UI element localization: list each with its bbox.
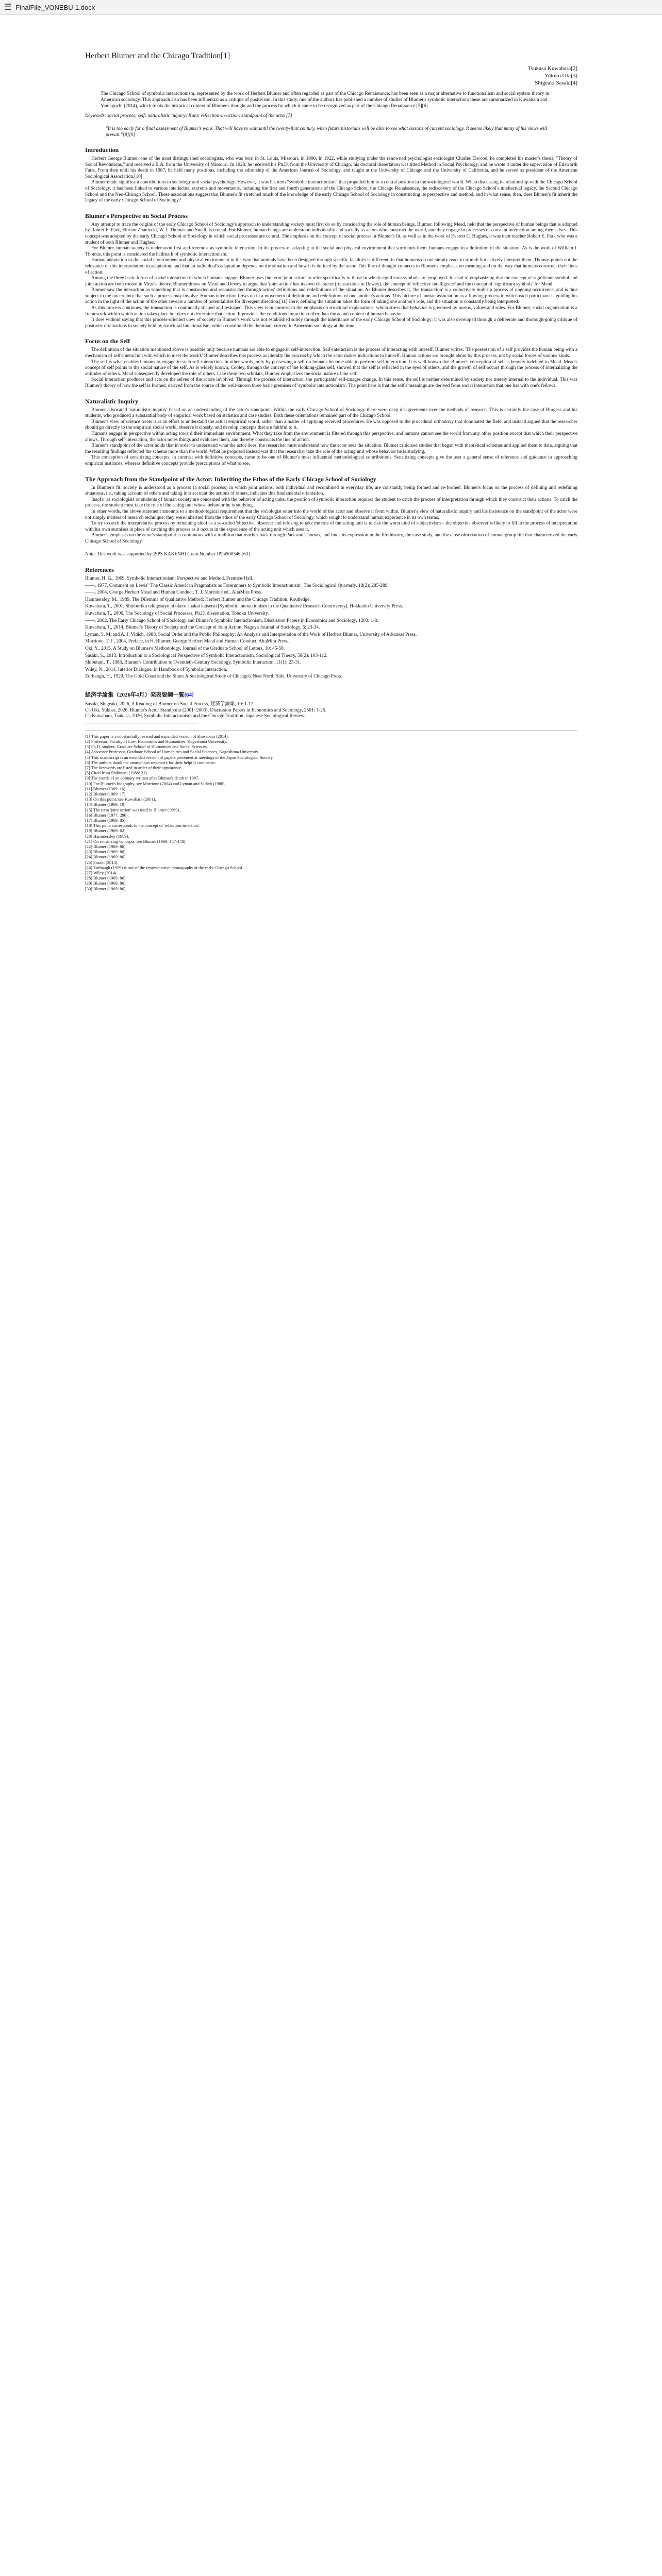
body-paragraph: To try to catch the interpretative process by remaining aloof as a so-called 'objective' observer and refusing to take the role of the acting unit is to risk the worst kind of subjectivism—the objective observer is likely to fill in the process of interpretation with his own surmises in place of catching the process as it occurs in the experience of the acting unit which uses it. bbox=[85, 521, 577, 532]
footnote: [13] On this point, see Kuwabara (2001). bbox=[85, 797, 156, 802]
footnote: [19] Blumer (1969: 62). bbox=[85, 828, 127, 834]
grant-heading: 経済学論集（2026年4月）発表要綱一覧[64] bbox=[85, 691, 194, 698]
reference-entry: Kuwabara, T., 2001, Shinboriku tekigosayo ni okeru shakai kaisetsu [Symbolic interactionism in the Qualitative Research Controversy], Hokkaido University Press. bbox=[85, 604, 403, 609]
body-paragraph: Herbert George Blumer, one of the most distinguished sociologists, who was born in St. Louis, Missouri, in 1900. In 1922, while studying under the renowned psychologist sociologist Charles Elwood, he completed his master's thesis, "Theory of Social Revolutions," and received a B.A. from the University of Missouri. In 1928, he received his Ph.D. from the University of Chicago; his doctoral dissertation was titled Method in Social Psychology, and he wrote it under the supervision of Ellsworth Faris. From then until his death in 1987, he held many positions, including the editorship of the American Journal of Sociology, and taught at the University of Chicago and the University of California, and he served as president of the American Sociological Association.[10] bbox=[85, 156, 577, 179]
body-paragraph: In Blumer's fit, society is understood as a process (a social process) in which joint actions, both individual and recombined in everyday life, are constantly being formed and re-formed. Blumer's focus on the process of defining and redefining situations, i.e., taking account of others and taking into account the actions of others, indicates this fundamental orientation. bbox=[85, 485, 577, 497]
epigraph-quote: "It is too early for a final assessment of Blumer's work. That will have to wait until the twenty-first century, when future historians will be able to see what lessons of current sociology. It seems likely that many of his views will prevail."[8][9] bbox=[106, 126, 548, 138]
paper-title: Herbert Blumer and the Chicago Tradition[1] bbox=[85, 52, 230, 60]
abstract: The Chicago School of symbolic interactionism, represented by the work of Herbert Blumer and often regarded as part of the Chicago Renaissance, has been seen as a major alternative to functionalism and social system theory in American sociology. This approach also has been influential as a critique of positivism. In this study, one of the authors has published a number of studies of Blumer's symbolic interaction; these are summarized in Kuwabara and Yamaguchi (2014), which treats the historical context of Blumer's thought and the process by which it came to be recognized as part of the Chicago Renaissance.[5][6] bbox=[101, 91, 550, 109]
document-body bbox=[85, 52, 577, 892]
reference-entry: Wiley, N., 2014, Interior Dialogue, in Handbook of Symbolic Interaction. bbox=[85, 667, 227, 672]
body-paragraph: Blumer saw the interaction as something that is constructed and reconstructed through actors' definitions and redefinitions of the situation. As Blumer describes it, 'the transaction' is a collectively built-up process of ongoing occurrence, and is thus subject to the uncertainty that such a process may involve. Human interaction flows on in a movement of definition and redefinition of one another's actions. This picture of human association as a flowing process in which each participant is guiding his action in the light of the action of the other reveals a number of potentialities for divergent direction.[11] Here, defining the situation takes the form of taking one another's role, and the situation is constantly being interpreted. bbox=[85, 287, 577, 305]
footnote: [11] Blumer (1969: 16). bbox=[85, 786, 127, 791]
grant-line: Ch Kuwabara, Tsukasa, 2026, Symbolic Interactionism and the Chicago Tradition, Japanese Sociological Review. bbox=[85, 714, 305, 719]
body-paragraph: In other words, the above statement amounts to a methodological requirement that the sociologist enter into the world of the actor and observe it from within. Blumer's view of naturalistic inquiry and his insistence on the standpoint of the actor were not simply matters of research technique; they were inherited from the ethos of the early Chicago School of Sociology, which sought to understand human experience in its own terms. bbox=[85, 509, 577, 520]
body-paragraph: Blumer advocated 'naturalistic inquiry' based on an understanding of the actor's standpoint. Within the early Chicago School of Sociology there were deep disagreements over the methods of research. This is certainly the case of Burgess and his students, who produced a substantial body of empirical work based on statistics and case studies. Both these orientations remained part of the Chicago School. bbox=[85, 407, 577, 419]
footnote: [20] Hammersley (1989). bbox=[85, 834, 129, 839]
section-heading: Naturalistic Inquiry bbox=[85, 397, 139, 405]
footnote: [14] Blumer (1969: 10). bbox=[85, 802, 127, 807]
reference-entry: Morrione, T. J., 2004, Preface, in H. Blumer, George Herbert Mead and Human Conduct, AltaMira Press. bbox=[85, 639, 289, 645]
footnote: [30] Blumer (1969: 86). bbox=[85, 886, 127, 891]
keywords: Keywords: social process; self; naturalistic inquiry; Kant; reflection-in-action; standpoint of the actor[7] bbox=[85, 113, 292, 118]
footnote: [23] Blumer (1969: 86). bbox=[85, 850, 127, 855]
footnotes bbox=[85, 731, 577, 892]
footnote: [6] The authors thank the anonymous reviewers for their helpful comments. bbox=[85, 760, 216, 765]
footnote: [15] The term 'joint action' was used in Blumer (1969). bbox=[85, 807, 180, 812]
author-list bbox=[85, 65, 577, 87]
footnote: [22] Blumer (1969: 86). bbox=[85, 844, 127, 850]
footnote: [18] This point corresponds to the concept of 'reflection-in-action'. bbox=[85, 823, 200, 828]
footnote: [7] The keywords are listed in order of their appearance. bbox=[85, 765, 183, 770]
footnote: [28] Blumer (1969: 86). bbox=[85, 876, 127, 881]
footnote: [10] For Blumer's biography, see Morrione (2004) and Lyman and Vidich (1988). bbox=[85, 781, 226, 786]
footnote: [16] Blumer (1977: 286). bbox=[85, 812, 129, 818]
author-name: Yukiko Oki[3] bbox=[544, 73, 577, 79]
section-heading: Introduction bbox=[85, 146, 119, 154]
reference-entry: Lyman, S. M. and A. J. Vidich, 1988, Social Order and the Public Philosophy: An Analysis and Interpretation of the Work of Herbert Blumer, University of Arkansas Press. bbox=[85, 632, 417, 637]
section-heading: The Approach from the Standpoint of the Actor: Inheriting the Ethos of the Early Chicago School of Sociology bbox=[85, 475, 376, 483]
body-paragraph: Human adaptation to the social environment and physical environment in the way that animals have been designed through specific faculties is different, in that humans do not simply react to stimuli but actively interpret them. Thomas points out the relevance of this interpretation to adaptation, and that an individual's adaptation depends on the situation and how it is defined by the actor. This line of thought connects to Blumer's emphasis on meaning and on the way that humans construct their lines of action. bbox=[85, 258, 577, 275]
footnote: [29] Blumer (1969: 86). bbox=[85, 881, 127, 886]
footnote: [8] Cited from Shibutani (1988: 31). bbox=[85, 771, 148, 776]
document-filename: FinalFile_VONEBU-1.docx bbox=[15, 3, 95, 11]
grant-note: Note: This work was supported by JSPS KAKENHI Grant Number JP24500546.[63] bbox=[85, 552, 250, 557]
section-heading: Blumer's Perspective on Social Process bbox=[85, 212, 188, 219]
title-footnote-link[interactable]: [1] bbox=[221, 52, 230, 60]
reference-entry: Oki, Y., 2015, A Study on Blumer's Methodology, Journal of the Graduate School of Letters, 10: 45-58. bbox=[85, 646, 285, 651]
grant-footnote-link[interactable]: [64] bbox=[184, 691, 194, 698]
footnote: [2] Professor, Faculty of Law, Economics and Humanities, Kagoshima University. bbox=[85, 739, 227, 744]
body-paragraph: The self is what enables humans to engage in such self-interaction. In other words, only by possessing a self do humans become able to perform self-interaction. It is well known that Blumer's conception of self is heavily indebted to Mead. Mead's concept of self points to the social nature of the self. As is widely known, Cooley, through the concept of the looking-glass self, showed that the self is reflected in the eyes of others, and the growth of self occurs through the process of internalizing the attitudes of others. Mead subsequently developed the role of others. Like these two scholars, Blumer emphasizes the social nature of the self. bbox=[85, 359, 577, 377]
reference-entry: ——, 2004, George Herbert Mead and Human Conduct, T. J. Morrione ed., AltaMira Press. bbox=[85, 590, 262, 596]
footnote: [12] Blumer (1969: 17). bbox=[85, 791, 127, 796]
grant-line: Ch Oki, Yukiko, 2026, Blumer's Actor Standpoint (2001~2003), Discussion Papers in Economics and Sociology, 2501: 1-25. bbox=[85, 707, 327, 713]
body-paragraph: Blumer's view of science treats it as an effort to understand the actual empirical world, rather than a matter of applying received procedures. He was opposed to the procedural orthodoxy that dominated the field, and instead argued that the researcher should go directly to the empirical social world, observe it closely, and develop concepts that are faithful to it. bbox=[85, 419, 577, 431]
body-paragraph: Blumer made significant contributions to sociology and social psychology. However, it was his term "symbolic interactionism" that propelled him to a central position in the sociological world. When discussing its relationship with the Chicago School of Sociology, it has been linked to various intellectual currents and movements, including the first and fourth generations of the Chicago School, the Chicago Renaissance, the rediscovery of the Chicago School's intellectual legacy, the Second Chicago School and the Neo-Chicago School. These associations suggest that Blumer's fit stretched much of the knowledge of the early Chicago School of Sociology in constructing its perspective and method, and in what sense, then, does Blumer's fit inherit the legacy of the early Chicago School of Sociology? bbox=[85, 180, 577, 204]
reference-entry: Kuwabara, T., 2014, Blumer's Theory of Society and the Concept of Joint Action, Nagoya Journal of Sociology, 6: 23-34. bbox=[85, 625, 320, 631]
body-paragraph: Social interaction produces and acts on the selves of the actors involved. Through the process of interaction, the participants' self-images change. In this sense, the self is neither determined by society nor merely internal to the individual. This was Blumer's theory of how the self is formed, derived from the source of the well-known three basic premises of 'symbolic interactionism'. The point here is that the self's meanings are derived from social interaction that one has with one's fellows. bbox=[85, 377, 577, 388]
footnote: [17] Blumer (1969: 85). bbox=[85, 818, 127, 823]
body-paragraph: It does without saying that this process-oriented view of society in Blumer's work was not established solely through the inheritance of the early Chicago School of Sociology; it was also developed through a deliberate and thorough-going critique of positivist orientations in society held by structural functionalism, which constituted the dominant current in American sociology at the time. bbox=[85, 317, 577, 329]
section-heading: Focus on the Self bbox=[85, 337, 130, 345]
document-page bbox=[0, 14, 662, 2576]
footnote: [3] Ph.D. student, Graduate School of Humanities and Social Sciences. bbox=[85, 744, 208, 750]
reference-entry: ——, 1977, Comment on Lewis' 'The Classic American Pragmatists as Forerunners to Symbolic Interactionism', The Sociological Quarterly, 18(2): 285-289. bbox=[85, 583, 389, 588]
reference-entry: Blumer, H. G., 1969, Symbolic Interactionism: Perspective and Method, Prentice-Hall. bbox=[85, 576, 254, 582]
grant-lines bbox=[85, 702, 577, 720]
reference-entry: Shibutani, T., 1988, Blumer's Contribution to Twentieth-Century Sociology, Symbolic Interaction, 11(1): 23-31. bbox=[85, 660, 302, 666]
body-paragraph: Among the three basic forms of social interaction in which humans engage, Blumer uses the term 'joint action' to refer specifically to those in which significant symbols are employed. Instead of emphasizing that the concept of significant symbol and joint action are both rooted in Mead's theory, Blumer draws on Mead and Dewey to argue that 'joint action' has its own character (transactions in Dewey), the concept of 'reflective intelligence' and the concept of 'significant symbols' for Mead. bbox=[85, 276, 577, 287]
body-paragraph: The definition of the situation mentioned above is possible only because humans are able to engage in self-interaction. Self-interaction is the process of interacting with oneself. Blumer writes: 'The possession of a self provides the human being with a mechanism of self-interaction with which to meet the world.' Blumer describes this process as literally the process by which the actor makes indications to himself. Human actions are brought about by this process, not by social forces of various kinds. bbox=[85, 347, 577, 359]
reference-entry: Sasaki, S., 2013, Introduction to a Sociological Perspective of Symbolic Interactionism, Sociological Theory, 58(2): 103-112. bbox=[85, 653, 328, 658]
body-paragraph: Humans engage in perspective within acting toward their immediate environment. What they take from the environment is filtered through this perspective, and humans cannot see the world from any other position except that which their perspective allows. Through self-interaction, the actor notes things and evaluates them, and thereby constructs the line of action. bbox=[85, 431, 577, 443]
body-paragraph: Blumer's emphasis on the actor's standpoint is continuous with a tradition that reaches back through Park and Thomas, and finds its expression in the life-history, the case study, and the close observation of human group life that characterized the early Chicago School of Sociology. bbox=[85, 533, 577, 544]
body-paragraph: Insofar as sociologists or students of human society are concerned with the behavior of acting units, the position of symbolic interaction requires the student to catch the process of interpretation through which they construct their actions. To catch the process, the student must take the role of the acting unit whose behavior he is studying. bbox=[85, 497, 577, 509]
reference-entry: Kuwabara, T., 2006, The Sociology of Social Processes, Ph.D. dissertation, Tohoku University. bbox=[85, 611, 269, 617]
window-titlebar bbox=[0, 0, 662, 15]
footnote: [1] This paper is a substantially revised and expanded version of Kuwabara (2014). bbox=[85, 734, 229, 739]
grant-line: Sasaki, Shigeaki, 2026, A Reading of Blumer on Social Process, 経済学論集, 10: 1-12. bbox=[85, 701, 255, 707]
body-paragraph: For Blumer, human society is understood first and foremost as symbolic interaction. In the process of adapting to the social and physical environment that surrounds them, humans engage in a definition of the situation. As is the work of William I. Thomas, this point is considered the hallmark of symbolic interactionism. bbox=[85, 246, 577, 257]
footnote: [21] On sensitizing concepts, see Blumer (1969: 147-148). bbox=[85, 839, 187, 844]
body-paragraph: As this process continues, the transaction is continually shaped and reshaped. This view is in contrast to the emphasis on structural explanations, which stress that behavior is governed by norms, values and roles. For Blumer, social organization is a framework within which action takes place but does not determine that action. It provides the conditions for action rather than the actual content of human behavior. bbox=[85, 306, 577, 317]
body-paragraph: This conception of sensitizing concepts, in contrast with definitive concepts, came to be one of Blumer's most influential methodological contributions. Sensitizing concepts give the user a general sense of reference and guidance in approaching empirical instances, whereas definitive concepts provide prescriptions of what to see. bbox=[85, 455, 577, 466]
sections-container bbox=[85, 146, 577, 545]
reference-entry: ——, 2002, The Early Chicago School of Sociology and Blumer's Symbolic Interactionism, Discussion Papers in Economics and Sociology, 1203: 1-8. bbox=[85, 618, 378, 623]
references-heading: References bbox=[85, 566, 114, 574]
footnote: [24] Blumer (1969: 86). bbox=[85, 855, 127, 860]
footnote: [25] Sasaki (2013). bbox=[85, 860, 119, 865]
reference-entry: Zorbaugh, H., 1929, The Gold Coast and the Slum: A Sociological Study of Chicago's Near North Side, University of Chicago Press. bbox=[85, 674, 342, 680]
author-name: Tsukasa Kuwabara[2] bbox=[527, 65, 577, 72]
body-paragraph: Blumer's standpoint of the actor holds that in order to understand what the actor does, the researcher must understand how the actor sees the situation. Blumer criticized studies that began with theoretical schemes and applied them to data, arguing that the resulting findings reflected the scheme more than the world. What he proposed instead was that the researcher take the role of the acting unit whose behavior he is studying. bbox=[85, 443, 577, 454]
reference-entry: Hammersley, M., 1989, The Dilemma of Qualitative Method: Herbert Blumer and the Chicago Tradition, Routledge. bbox=[85, 597, 311, 602]
footnote: [9] The words of an obituary written after Blumer's death in 1987. bbox=[85, 776, 200, 781]
footnote: [26] Zorbaugh (1929) is one of the representative monographs of the early Chicago School. bbox=[85, 865, 243, 870]
references-list bbox=[85, 576, 577, 680]
author-name: Shigeaki Sasaki[4] bbox=[535, 80, 577, 86]
body-paragraph: Any attempt to trace the origins of the early Chicago School of Sociology's approach to understanding society must first do so by considering the role of human beings. Blumer, following Mead, held that the perspective of human beings that is adopted by Robert E. Park, Florian Znaniecki, W. I. Thomas and Small, is crucial. For Blumer, human beings are understood individually and socially as actors who construct the world, and they engage in processes of constant interaction among themselves. This concept was adopted by the early Chicago School of Sociology in which social processes are central. The emphasis on the concept of social process in Blumer's fit, as well as in the work of Everett C. Hughes, it was their teacher Robert E. Park who was a student of both Blumer and Hughes. bbox=[85, 222, 577, 245]
footnote: [4] Associate Professor, Graduate School of Humanities and Social Sciences, Kagoshima University. bbox=[85, 750, 259, 755]
footnote: [5] This manuscript is an extended version of papers presented at meetings of the Japan Sociological Society. bbox=[85, 755, 274, 760]
menu-icon[interactable]: ☰ bbox=[4, 3, 12, 12]
footnote: [27] Wiley (2014). bbox=[85, 871, 118, 876]
